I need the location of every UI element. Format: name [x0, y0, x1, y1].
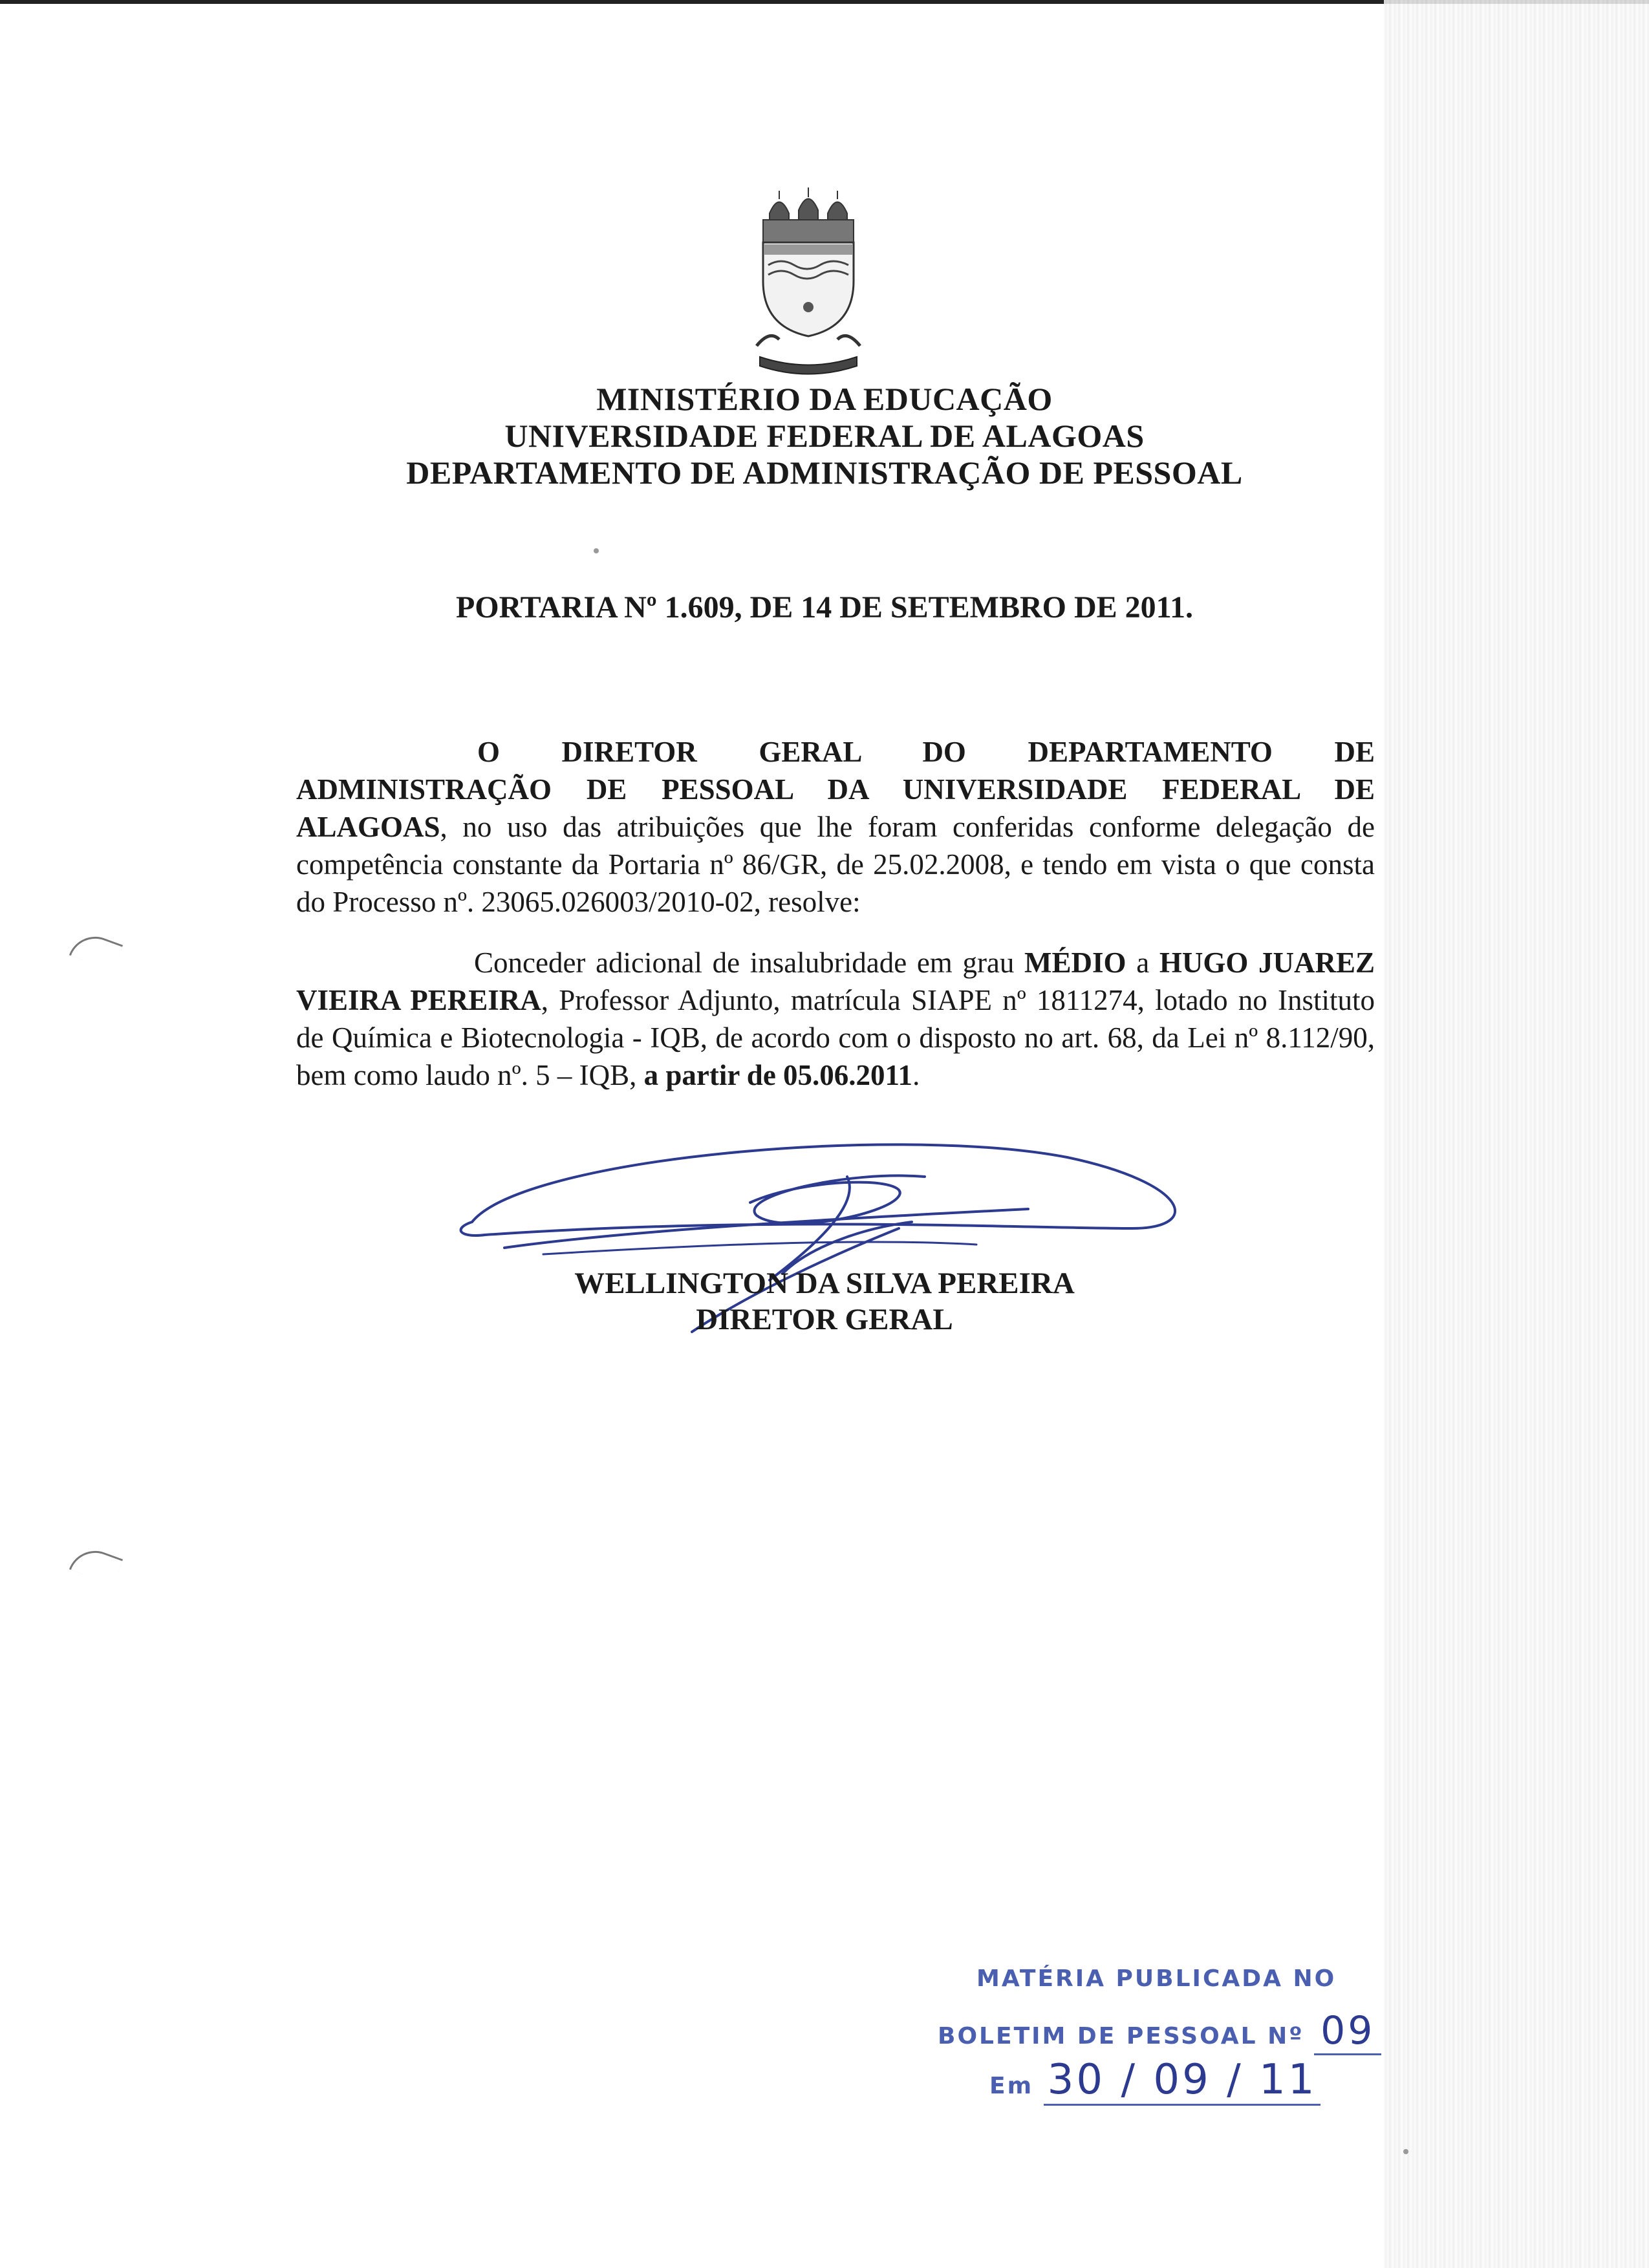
preamble-bold-1: O DIRETOR GERAL DO DEPARTAMENTO DE [477, 736, 1375, 768]
preamble-bold-2: ADMINISTRAÇÃO DE PESSOAL DA UNIVERSIDADE FEDERAL DE [296, 773, 1375, 806]
header-university: UNIVERSIDADE FEDERAL DE ALAGOAS [504, 418, 1145, 454]
header-department: DEPARTAMENTO DE ADMINISTRAÇÃO DE PESSOAL [406, 455, 1243, 491]
paragraph-resolution [296, 944, 1375, 1094]
resolution-text-2: a [1126, 947, 1150, 979]
preamble-bold-3: ALAGOAS [296, 811, 440, 843]
scan-speck [594, 548, 599, 553]
stamp-line-3 [989, 2056, 1320, 2104]
stamp-date-value: 30 / 09 / 11 [1044, 2056, 1321, 2106]
resolution-text-1: Conceder adicional de insalubridade em grau [474, 947, 1025, 979]
university-crest-icon [750, 187, 867, 381]
svg-text:· · ·: · · · [803, 359, 814, 368]
stamp-line-1: MATÉRIA PUBLICADA NO [976, 1965, 1337, 1992]
scan-speck [1403, 2149, 1408, 2154]
resolution-text-3: , Professor Adjunto, matrícula SIAPE nº 1811274, lotado no Instituto de Química e Biotecnologia - IQB, de acordo com o disposto no art. 68, da Lei nº 8.112/90, bem como laudo nº. 5 – IQB, [296, 984, 1375, 1091]
resolution-from-date: a partir de 05.06.2011 [643, 1059, 913, 1091]
document-title: PORTARIA Nº 1.609, DE 14 DE SETEMBRO DE 2011. [455, 590, 1194, 625]
publication-stamp [931, 1965, 1384, 2121]
stamp-date-label: Em [989, 2073, 1034, 2099]
signatory-role: DIRETOR GERAL [696, 1303, 953, 1336]
stamp-bulletin-label: BOLETIM DE PESSOAL Nº [938, 2023, 1304, 2049]
resolution-text-4: . [912, 1059, 920, 1091]
scan-right-margin-noise [1384, 0, 1649, 2268]
paragraph-preamble [296, 733, 1375, 921]
signatory-name: WELLINGTON DA SILVA PEREIRA [574, 1267, 1075, 1300]
header-ministry: MINISTÉRIO DA EDUCAÇÃO [596, 381, 1053, 417]
punch-hole-mark [69, 929, 123, 971]
stamp-bulletin-number: 09 [1314, 2008, 1381, 2055]
preamble-text: , no uso das atribuições que lhe foram conferidas conforme delegação de competência constante da Portaria nº 86/GR, de 25.02.2008, e tendo em vista o que consta do Processo nº. 23065.026003/2010-02, resolve: [296, 811, 1375, 918]
stamp-line-2 [938, 2008, 1381, 2053]
resolution-person-name: HUGO JUAREZ VIEIRA PEREIRA [296, 947, 1375, 1016]
punch-hole-mark [69, 1543, 123, 1585]
resolution-grade: MÉDIO [1024, 947, 1126, 979]
